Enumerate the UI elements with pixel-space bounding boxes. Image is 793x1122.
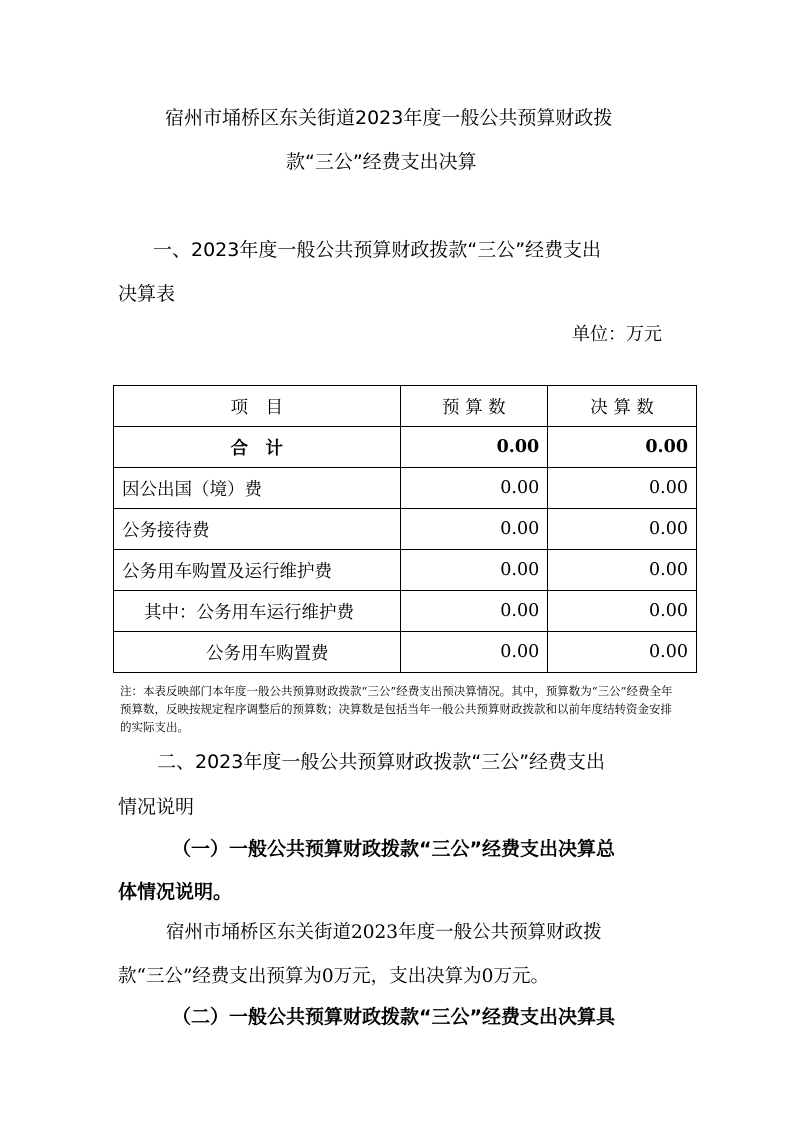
row-label: 因公出国（境）费: [114, 468, 401, 509]
row-budget: 0.00: [400, 591, 548, 632]
section1-heading: 一、2023年度一般公共预算财政拨款“三公”经费支出: [153, 239, 602, 261]
row-final: 0.00: [548, 632, 697, 673]
section2-heading-cont: 情况说明: [118, 796, 195, 818]
row-final: 0.00: [548, 468, 697, 509]
row-budget: 0.00: [400, 632, 548, 673]
row-label: 公务接待费: [114, 509, 401, 550]
paragraph-line1: 宿州市埇桥区东关街道2023年度一般公共预算财政拨: [166, 922, 602, 943]
header-item: 项 目: [114, 386, 401, 427]
table-row: [114, 468, 697, 509]
table-note: 注：本表反映部门本年度一般公共预算财政拨款“三公”经费支出预决算情况。其中，预算数为“三公”经费全年预算数，反映按规定程序调整后的预算数；决算数是包括当年一般公共预算财政拨款和以前年度结转资金安排的实际支出。: [120, 684, 673, 734]
row-label: 合 计: [114, 427, 401, 468]
header-final: 决 算 数: [548, 386, 697, 427]
row-final: 0.00: [548, 427, 697, 468]
expense-table: [113, 385, 697, 673]
header-budget: 预 算 数: [400, 386, 548, 427]
section1-heading-cont: 决算表: [118, 283, 176, 305]
doc-title-line1: 宿州市埇桥区东关街道2023年度一般公共预算财政拨: [165, 107, 613, 129]
doc-title-line2: 款“三公”经费支出决算: [286, 151, 477, 173]
table-row: [114, 509, 697, 550]
table-header-row: [114, 386, 697, 427]
subsection1-heading: （一）一般公共预算财政拨款“三公”经费支出决算总: [172, 838, 615, 860]
row-budget: 0.00: [400, 468, 548, 509]
section2-heading: 二、2023年度一般公共预算财政拨款“三公”经费支出: [157, 751, 606, 773]
row-budget: 0.00: [400, 427, 548, 468]
row-label: 公务用车购置及运行维护费: [114, 550, 401, 591]
table-row: [114, 591, 697, 632]
row-budget: 0.00: [400, 550, 548, 591]
table-row: [114, 550, 697, 591]
subsection2-heading: （二）一般公共预算财政拨款“三公”经费支出决算具: [172, 1006, 615, 1028]
row-budget: 0.00: [400, 509, 548, 550]
table-row-total: [114, 427, 697, 468]
row-final: 0.00: [548, 591, 697, 632]
row-label: 公务用车购置费: [114, 632, 401, 673]
unit-label: 单位：万元: [572, 324, 662, 345]
paragraph-line2: 款“三公”经费支出预算为0万元，支出决算为0万元。: [118, 966, 549, 987]
table-row: [114, 632, 697, 673]
row-final: 0.00: [548, 509, 697, 550]
row-final: 0.00: [548, 550, 697, 591]
subsection1-heading-cont: 体情况说明。: [118, 881, 233, 903]
row-label: 其中：公务用车运行维护费: [114, 591, 401, 632]
